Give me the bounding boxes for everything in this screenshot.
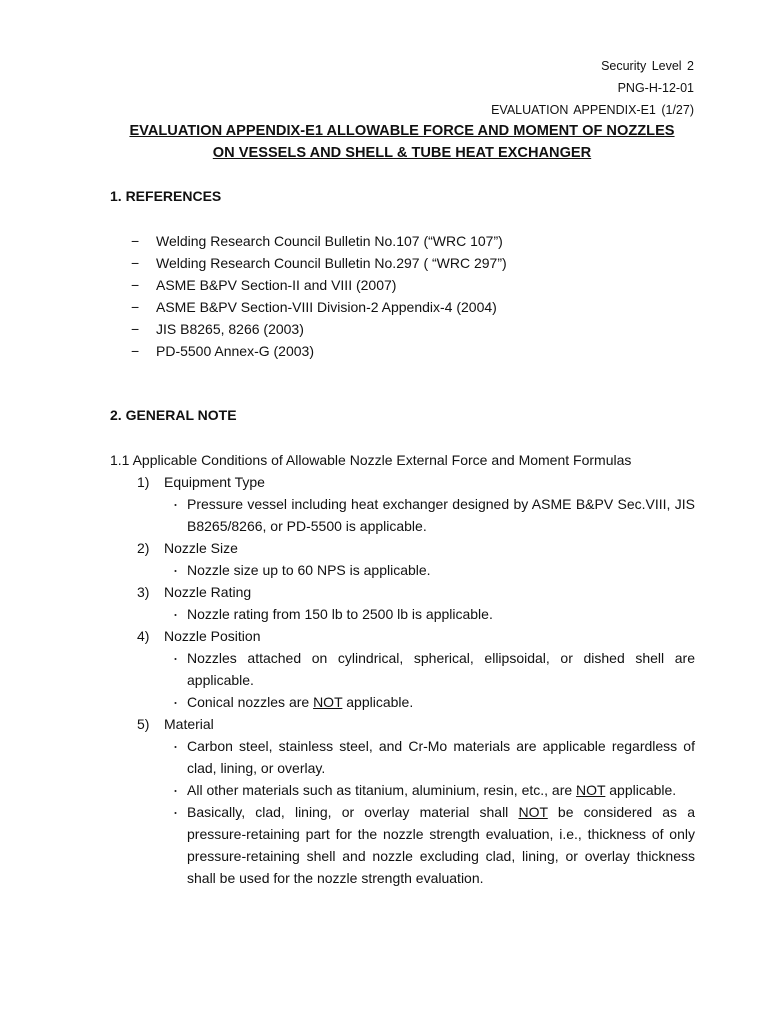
reference-text: JIS B8265, 8266 (2003) bbox=[156, 321, 304, 337]
condition-text: Nozzle size up to 60 NPS is applicable. bbox=[187, 562, 431, 578]
condition-nozzle-rating bbox=[137, 584, 251, 600]
bullet-marker: ・ bbox=[170, 566, 181, 578]
condition-number: 5) bbox=[137, 716, 150, 732]
reference-item bbox=[131, 321, 304, 337]
reference-text: ASME B&PV Section-II and VIII (2007) bbox=[156, 277, 397, 293]
condition-number: 1) bbox=[137, 474, 150, 490]
reference-item bbox=[131, 343, 314, 359]
bullet-marker: ・ bbox=[170, 500, 181, 512]
condition-text: B8265/8266, or PD-5500 is applicable. bbox=[187, 518, 427, 534]
condition-text: Basically, clad, lining, or overlay material shall NOT be considered as a bbox=[187, 804, 695, 820]
bullet-marker: ・ bbox=[170, 742, 181, 754]
emphasis-not: NOT bbox=[313, 694, 343, 710]
condition-number: 3) bbox=[137, 584, 150, 600]
document-code: PNG-H-12-01 bbox=[617, 81, 694, 95]
condition-number: 2) bbox=[137, 540, 150, 556]
reference-item bbox=[131, 255, 507, 271]
bullet-marker: ・ bbox=[170, 610, 181, 622]
dash-marker: − bbox=[131, 277, 140, 293]
reference-text: PD-5500 Annex-G (2003) bbox=[156, 343, 314, 359]
condition-text: All other materials such as titanium, aluminium, resin, etc., are NOT applicable. bbox=[187, 782, 677, 798]
document-title-line-2: ON VESSELS AND SHELL & TUBE HEAT EXCHANGER bbox=[212, 145, 592, 161]
emphasis-not: NOT bbox=[576, 782, 606, 798]
condition-text: applicable. bbox=[187, 672, 254, 688]
condition-text: clad, lining, or overlay. bbox=[187, 760, 326, 776]
reference-item bbox=[131, 299, 497, 315]
condition-label: Nozzle Position bbox=[164, 628, 261, 644]
reference-item bbox=[131, 233, 503, 249]
dash-marker: − bbox=[131, 233, 140, 249]
condition-text: Conical nozzles are NOT applicable. bbox=[187, 694, 414, 710]
condition-text: Pressure vessel including heat exchanger designed by ASME B&PV Sec.VIII, JIS bbox=[187, 496, 695, 512]
condition-material bbox=[137, 716, 214, 732]
condition-label: Material bbox=[164, 716, 214, 732]
security-level: Security Level 2 bbox=[601, 59, 694, 73]
dash-marker: − bbox=[131, 299, 140, 315]
reference-text: ASME B&PV Section-VIII Division-2 Appendix-4 (2004) bbox=[156, 299, 497, 315]
dash-marker: − bbox=[131, 255, 140, 271]
condition-text: pressure-retaining shell and nozzle excluding clad, lining, or overlay thickness bbox=[187, 848, 695, 864]
condition-equipment-type bbox=[137, 474, 265, 490]
appendix-page-ref: EVALUATION APPENDIX-E1 (1/27) bbox=[491, 103, 694, 117]
reference-item bbox=[131, 277, 396, 293]
bullet-marker: ・ bbox=[170, 808, 181, 820]
emphasis-not: NOT bbox=[518, 804, 548, 820]
dash-marker: − bbox=[131, 343, 140, 359]
condition-label: Nozzle Size bbox=[164, 540, 238, 556]
condition-label: Nozzle Rating bbox=[164, 584, 252, 600]
condition-text: Carbon steel, stainless steel, and Cr-Mo materials are applicable regardless of bbox=[187, 738, 695, 754]
condition-nozzle-position bbox=[137, 628, 261, 644]
condition-text: Nozzle rating from 150 lb to 2500 lb is applicable. bbox=[187, 606, 493, 622]
dash-marker: − bbox=[131, 321, 140, 337]
section-references-heading: 1. REFERENCES bbox=[110, 188, 222, 204]
document-title-line-1: EVALUATION APPENDIX-E1 ALLOWABLE FORCE AND MOMENT OF NOZZLES bbox=[129, 123, 675, 139]
section-general-note-heading: 2. GENERAL NOTE bbox=[110, 407, 237, 423]
condition-text: Nozzles attached on cylindrical, spherical, ellipsoidal, or dished shell are bbox=[187, 650, 695, 666]
condition-number: 4) bbox=[137, 628, 150, 644]
reference-text: Welding Research Council Bulletin No.297 ( “WRC 297”) bbox=[156, 255, 507, 271]
bullet-marker: ・ bbox=[170, 786, 181, 798]
reference-text: Welding Research Council Bulletin No.107 (“WRC 107”) bbox=[156, 233, 503, 249]
condition-text: shall be used for the nozzle strength evaluation. bbox=[187, 870, 484, 886]
bullet-marker: ・ bbox=[170, 654, 181, 666]
condition-text: pressure-retaining part for the nozzle strength evaluation, i.e., thickness of only bbox=[187, 826, 695, 842]
condition-nozzle-size bbox=[137, 540, 238, 556]
bullet-marker: ・ bbox=[170, 698, 181, 710]
condition-label: Equipment Type bbox=[164, 474, 265, 490]
subsection-heading: 1.1 Applicable Conditions of Allowable Nozzle External Force and Moment Formulas bbox=[110, 452, 632, 468]
